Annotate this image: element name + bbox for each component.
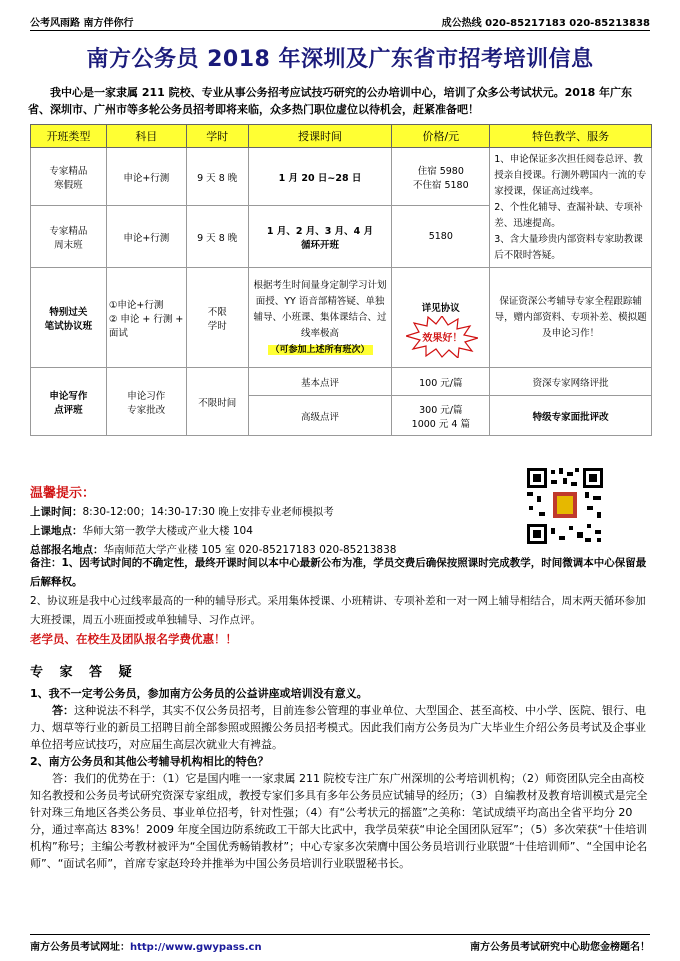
subject: 申论+行测 bbox=[106, 148, 186, 206]
tips-heading: 温馨提示： bbox=[30, 486, 96, 501]
hotline: 成公热线 020-85217183 020-85213838 bbox=[441, 18, 650, 29]
promo-text: 老学员、在校生及团队报名学费优惠！！ bbox=[30, 632, 237, 646]
location-info: 华师大第一教学大楼或产业大楼 104 bbox=[82, 525, 253, 537]
price: 住宿 5980 不住宿 5180 bbox=[392, 148, 490, 206]
table-row bbox=[31, 148, 652, 206]
faq-section bbox=[30, 664, 652, 872]
class-type: 申论写作 点评班 bbox=[31, 368, 107, 436]
hours: 不限时间 bbox=[186, 368, 248, 436]
price-text: 详见协议 bbox=[421, 302, 460, 314]
col-header: 授课时间 bbox=[248, 125, 392, 148]
class-time-info: 8:30-12:00；14:30-17:30 晚上安排专业老师模拟考 bbox=[82, 506, 334, 518]
features: 1、申论保证多次担任阅卷总评、教授亲自授课。行测外聘国内一流的专家授课，保证高过线率。 2、个性化辅导、查漏补缺、专项补差、迅速提高。 3、含大量珍贵内部资料专家助教课后不限时答疑。 bbox=[490, 148, 652, 268]
class-time: 1 月 20 日~28 日 bbox=[248, 148, 392, 206]
subject: 申论习作 专家批改 bbox=[106, 368, 186, 436]
col-header: 价格/元 bbox=[392, 125, 490, 148]
custom-plan: 根据考生时间量身定制学习计划面授、YY 语音部精答疑、单独辅导、小班课、集体课结合、过线率极高 bbox=[253, 279, 387, 339]
website-link[interactable]: http://www.gwypass.cn bbox=[130, 942, 262, 953]
class-type: 特别过关 笔试协议班 bbox=[31, 268, 107, 368]
top-header-bar bbox=[30, 14, 650, 31]
class-time bbox=[248, 268, 392, 368]
tips-section bbox=[30, 484, 520, 560]
star-text: 效果好！ bbox=[422, 333, 463, 344]
answer-text: 这种说法不科学，其实不仅公务员招考，目前连参公管理的事业单位、大型国企、甚至高校、中小学、医院、银行、电力、烟草等行业的新员工招聘目前全部参照或照搬公务员招考模式。因此我们南方公务员为广大毕业生介绍公务员考试及企事业单位招考应试技巧，对应届生高层次就业大有裨益。 bbox=[30, 704, 646, 751]
label: 总部报名地点： bbox=[30, 544, 104, 556]
features: 特级专家面批评改 bbox=[490, 396, 652, 436]
registration-info: 华南师范大学产业楼 105 室 020-85217183 020-85213838 bbox=[103, 544, 397, 556]
label: 上课地点： bbox=[30, 525, 83, 537]
burst-star-icon bbox=[406, 316, 478, 358]
faq-answer: 答：我们的优势在于：（1）它是国内唯一一家隶属 211 院校专注广东广州深圳的公考培训机构；（2）师资团队完全由高校知名教授和公务员考试研究资深专家组成，教授专家们多具有多年公务员应试辅导的经历；（3）自编教材及教育培训模式是完全针对珠三角地区各类公务员、事业单位招考，针对性强；（4）有“公考状元的摇篮”之美称：笔试成绩平均高出全省平均分 20 分，通过率高达 83%！2009 年度全国边防系统政工干部大比武中，我学员荣获“申论全国团队冠军”；（5）多次荣获“十佳培训机构”称号；主编公考教材被评为“全国优秀畅销教材”；中心专家多次荣膺中国公务员培训行业联盟“十佳培训师”、“全国申论名师”、“面试名师”，首席专家赵玲玲并推举为中国公务员培训行业联盟秘书长。 bbox=[30, 772, 648, 870]
price bbox=[392, 268, 490, 368]
col-header: 特色教学、服务 bbox=[490, 125, 652, 148]
class-type: 专家精品 寒假班 bbox=[31, 148, 107, 206]
col-header: 开班类型 bbox=[31, 125, 107, 148]
note-2: 2、协议班是我中心过线率最高的一种的辅导形式。采用集体授课、小班精讲、专项补差和一对一网上辅导相结合，周末两天循环参加大班授课，周五小班面授或单独辅导、习作点评。 bbox=[30, 595, 646, 626]
table-header-row bbox=[31, 125, 652, 148]
class-time: 1 月、2 月、3 月、4 月 循环开班 bbox=[248, 206, 392, 268]
price: 300 元/篇 1000 元 4 篇 bbox=[392, 396, 490, 436]
note-1: 1、因考试时间的不确定性，最终开课时间以本中心最新公布为准，学员交费后确保按照课时完成教学，时间微调本中心保留最后解释权。 bbox=[30, 557, 647, 588]
label: 备注： bbox=[30, 557, 62, 569]
schedule-table bbox=[30, 124, 652, 436]
faq-question: 2、南方公务员和其他公考辅导机构相比的特色？ bbox=[30, 755, 269, 768]
price: 100 元/篇 bbox=[392, 368, 490, 396]
table-row bbox=[31, 268, 652, 368]
hours: 不限 学时 bbox=[186, 268, 248, 368]
hours: 9 天 8 晚 bbox=[186, 206, 248, 268]
slogan: 公考风雨路 南方伴你行 bbox=[30, 18, 134, 29]
class-type: 专家精品 周末班 bbox=[31, 206, 107, 268]
faq-heading: 专 家 答 疑 bbox=[30, 665, 138, 680]
subject: ①申论+行测 ② 申论 + 行测 + 面试 bbox=[106, 268, 186, 368]
col-header: 科目 bbox=[106, 125, 186, 148]
footer-bar bbox=[30, 934, 650, 953]
hours: 9 天 8 晚 bbox=[186, 148, 248, 206]
footer-label: 南方公务员考试网址： bbox=[30, 942, 130, 953]
label: 上课时间： bbox=[30, 506, 83, 518]
faq-question: 1、我不一定考公务员，参加南方公务员的公益讲座或培训没有意义。 bbox=[30, 687, 368, 700]
qr-code-icon bbox=[525, 466, 605, 546]
answer-label: 答： bbox=[52, 704, 74, 717]
intro-paragraph: 我中心是一家隶属 211 院校、专业从事公务招考应试技巧研究的公办培训中心，培训了众多公考试状元。2018 年广东省、深圳市、广州市等多轮公务员招考即将来临，众多热门职位虚位以待机会，赶紧准备吧！ bbox=[28, 86, 633, 116]
note-highlight: （可参加上述所有班次） bbox=[268, 345, 373, 355]
review-type: 高级点评 bbox=[248, 396, 392, 436]
footer-slogan: 南方公务员考试研究中心助您金榜题名！ bbox=[470, 942, 650, 953]
price: 5180 bbox=[392, 206, 490, 268]
subject: 申论+行测 bbox=[106, 206, 186, 268]
features: 保证资深公考辅导专家全程跟踪辅导，赠内部资料、专项补差、模拟题及申论习作！ bbox=[490, 268, 652, 368]
review-type: 基本点评 bbox=[248, 368, 392, 396]
page-title: 南方公务员 2018 年深圳及广东省市招考培训信息 bbox=[86, 47, 594, 72]
faq-answer bbox=[30, 702, 652, 753]
col-header: 学时 bbox=[186, 125, 248, 148]
table-row bbox=[31, 368, 652, 396]
features: 资深专家网络评批 bbox=[490, 368, 652, 396]
notes-section bbox=[30, 554, 652, 649]
